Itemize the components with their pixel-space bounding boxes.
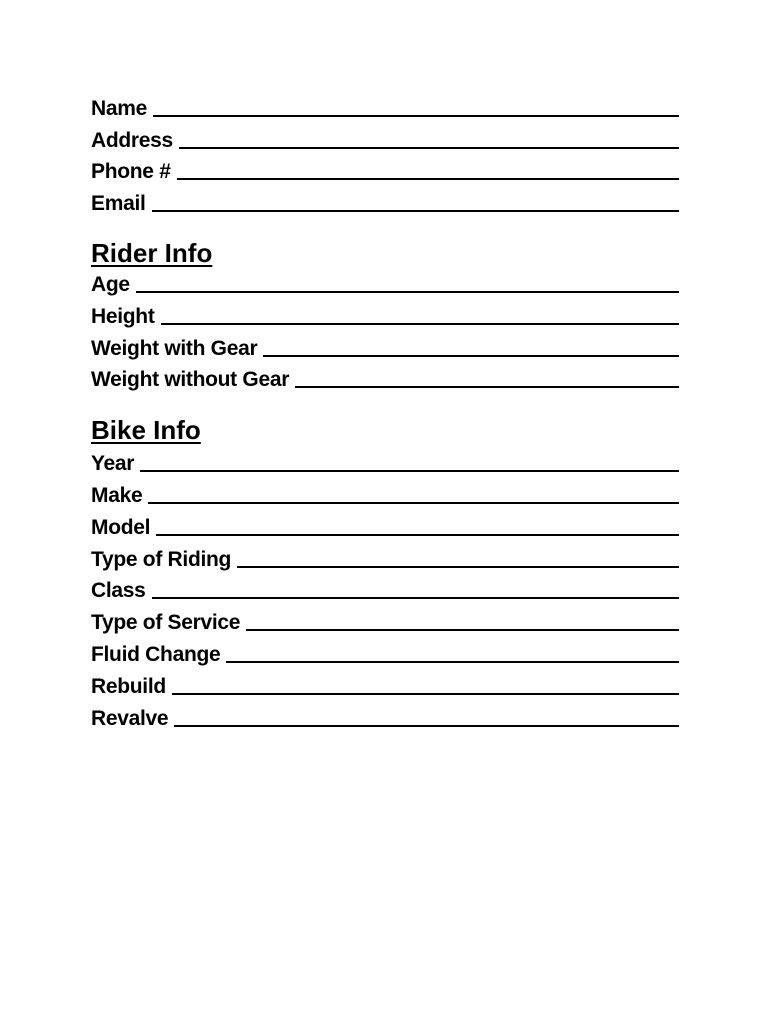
- address-field: [91, 124, 679, 156]
- rider-info-section: [91, 240, 679, 395]
- fluid-change-field: [91, 638, 679, 670]
- phone-input-line[interactable]: [177, 178, 679, 180]
- name-input-line[interactable]: [153, 115, 679, 117]
- height-input-line[interactable]: [161, 323, 679, 325]
- weight-with-gear-input-line[interactable]: [263, 355, 679, 357]
- weight-without-gear-label: Weight without Gear: [91, 368, 290, 392]
- model-input-line[interactable]: [156, 534, 679, 536]
- email-label: Email: [91, 192, 146, 216]
- height-label: Height: [91, 304, 155, 328]
- make-field: [91, 479, 679, 511]
- type-of-riding-field: [91, 543, 679, 575]
- year-input-line[interactable]: [140, 470, 679, 472]
- class-label: Class: [91, 579, 146, 603]
- weight-without-gear-field: [91, 364, 679, 396]
- bike-info-heading: Bike Info: [91, 415, 201, 446]
- class-field: [91, 575, 679, 607]
- contact-section: [91, 92, 679, 219]
- fluid-change-label: Fluid Change: [91, 642, 221, 666]
- year-field: [91, 447, 679, 479]
- name-label: Name: [91, 96, 147, 120]
- type-of-service-input-line[interactable]: [246, 629, 679, 631]
- type-of-service-field: [91, 606, 679, 638]
- model-label: Model: [91, 515, 151, 539]
- class-input-line[interactable]: [152, 597, 679, 599]
- phone-field: [91, 156, 679, 188]
- revalve-field: [91, 702, 679, 734]
- rebuild-field: [91, 670, 679, 702]
- age-label: Age: [91, 272, 130, 296]
- rider-info-heading: Rider Info: [91, 238, 213, 269]
- bike-info-section: [91, 417, 679, 733]
- weight-with-gear-label: Weight with Gear: [91, 336, 258, 360]
- type-of-riding-input-line[interactable]: [237, 566, 679, 568]
- phone-label: Phone #: [91, 160, 171, 184]
- type-of-service-label: Type of Service: [91, 611, 241, 635]
- fluid-change-input-line[interactable]: [226, 661, 679, 663]
- type-of-riding-label: Type of Riding: [91, 547, 232, 571]
- email-input-line[interactable]: [152, 210, 679, 212]
- make-label: Make: [91, 483, 143, 507]
- make-input-line[interactable]: [148, 502, 679, 504]
- age-input-line[interactable]: [136, 291, 679, 293]
- email-field: [91, 187, 679, 219]
- address-input-line[interactable]: [179, 147, 679, 149]
- address-label: Address: [91, 128, 173, 152]
- revalve-input-line[interactable]: [174, 725, 679, 727]
- weight-without-gear-input-line[interactable]: [295, 386, 679, 388]
- model-field: [91, 511, 679, 543]
- year-label: Year: [91, 452, 135, 476]
- revalve-label: Revalve: [91, 706, 169, 730]
- age-field: [91, 268, 679, 300]
- form-page: [91, 92, 679, 734]
- weight-with-gear-field: [91, 332, 679, 364]
- rebuild-label: Rebuild: [91, 674, 166, 698]
- height-field: [91, 300, 679, 332]
- name-field: [91, 92, 679, 124]
- rebuild-input-line[interactable]: [172, 693, 679, 695]
